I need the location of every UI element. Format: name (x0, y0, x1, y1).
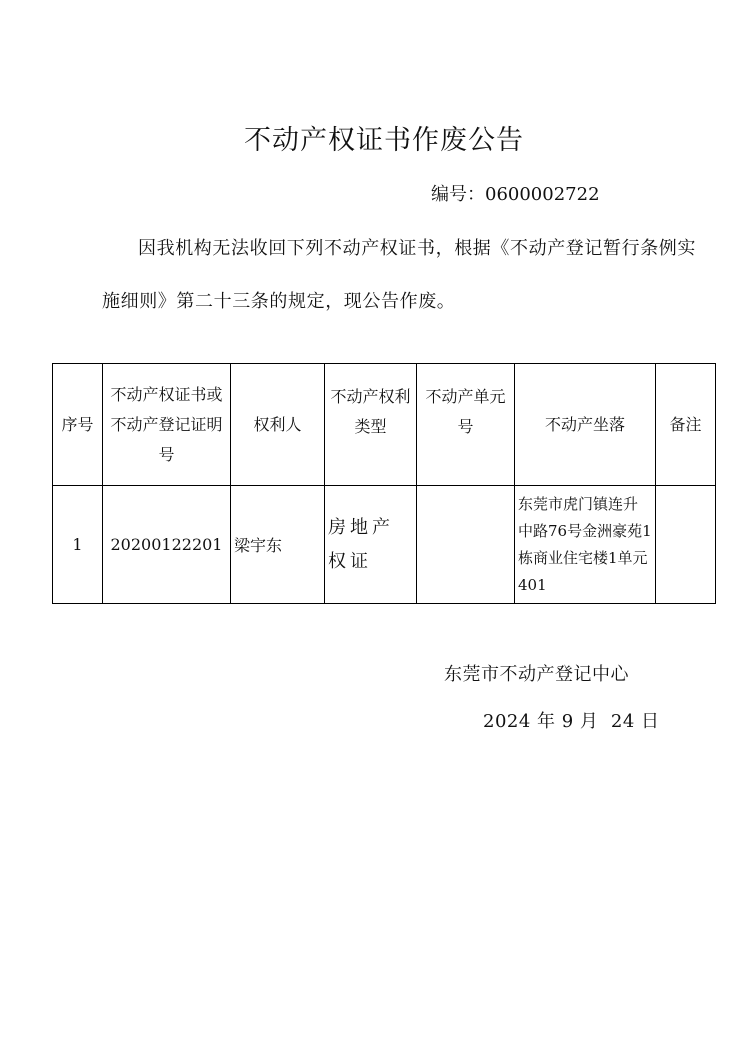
header-seq: 序号 (53, 364, 103, 486)
cell-cert-number: 20200122201 (103, 486, 231, 604)
document-number: 编号：0600002722 (431, 184, 600, 205)
cell-unit-number (417, 486, 515, 604)
header-holder: 权利人 (231, 364, 325, 486)
revoked-certificates-table (52, 363, 716, 604)
header-right-type: 不动产权利类型 (325, 364, 417, 486)
notice-body: 因我机构无法收回下列不动产权证书，根据《不动产登记暂行条例实施细则》第二十三条的规定，现公告作废。 (102, 238, 696, 312)
cell-seq: 1 (53, 486, 103, 604)
cell-location: 东莞市虎门镇连升中路76号金洲豪苑1栋商业住宅楼1单元401 (515, 486, 656, 604)
cell-right-type: 房地产权证 (325, 486, 417, 604)
issue-date: 2024 年 9 月 24 日 (483, 711, 660, 732)
table-header-row (53, 364, 716, 486)
header-cert-number: 不动产权证书或不动产登记证明号 (103, 364, 231, 486)
cell-holder: 梁宇东 (231, 486, 325, 604)
issuing-authority: 东莞市不动产登记中心 (444, 664, 629, 685)
header-unit-number: 不动产单元号 (417, 364, 515, 486)
header-remarks: 备注 (656, 364, 716, 486)
table-row (53, 486, 716, 604)
cell-remarks (656, 486, 716, 604)
document-title: 不动产权证书作废公告 (244, 125, 524, 156)
header-location: 不动产坐落 (515, 364, 656, 486)
